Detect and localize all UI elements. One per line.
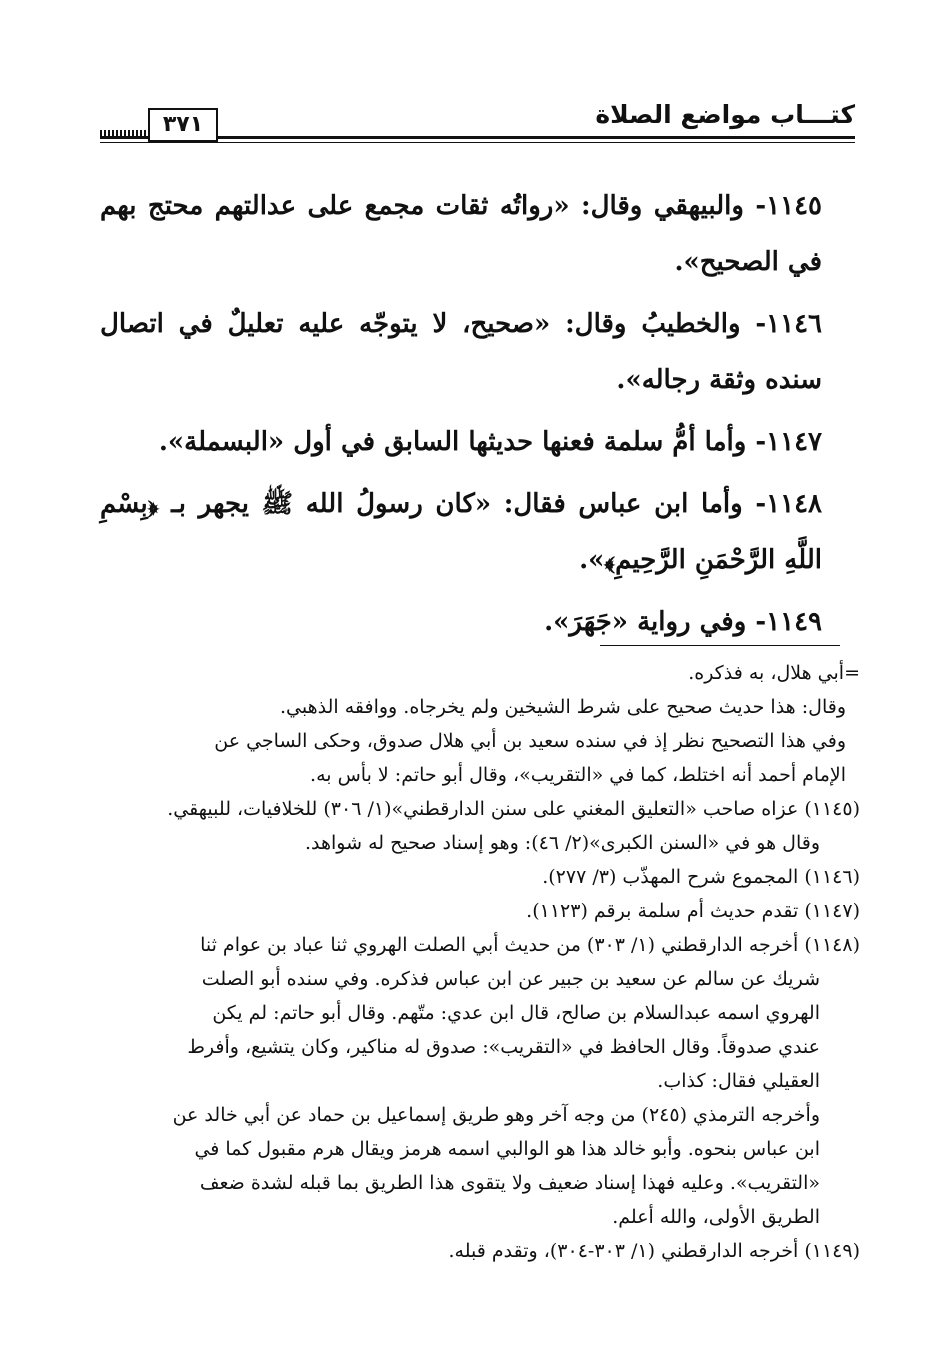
page-number: ٣٧١ bbox=[148, 108, 218, 142]
footnote-line: «التقريب». وعليه فهذا إسناد ضعيف ولا يتقوى هذا الطريق بما قبله لشدة ضعف bbox=[199, 1172, 820, 1194]
entry-1148: ١١٤٨- وأما ابن عباس فقال: «كان رسولُ الله ﷺ يجهر بـ ﴿بِسْمِ اللَّهِ الرَّحْمَنِ الرَّحِيمِ﴾». bbox=[100, 489, 822, 575]
footnote-line: (١١٤٦) المجموع شرح المهذّب (٣/ ٢٧٧). bbox=[542, 866, 860, 888]
footnote-line: الإمام أحمد أنه اختلط، كما في «التقريب»، وقال أبو حاتم: لا بأس به. bbox=[310, 764, 846, 786]
footnote-line: العقيلي فقال: كذاب. bbox=[657, 1070, 820, 1092]
footnote-line: شريك عن سالم عن سعيد بن جبير عن ابن عباس فذكره. وفي سنده أبو الصلت bbox=[201, 968, 820, 990]
entry-1145: ١١٤٥- والبيهقي وقال: «رواتُه ثقات مجمع على عدالتهم محتج بهم في الصحيح». bbox=[100, 191, 822, 277]
footnote-line: وقال هو في «السنن الكبرى»(٢/ ٤٦): وهو إسناد صحيح له شواهد. bbox=[304, 832, 820, 854]
page-header bbox=[100, 96, 855, 146]
footnote-line: =أبي هلال، به فذكره. bbox=[688, 662, 860, 684]
main-text bbox=[100, 178, 822, 656]
footnote-line: (١١٤٧) تقدم حديث أم سلمة برقم (١١٢٣). bbox=[526, 900, 860, 922]
footnote-line: ابن عباس بنحوه. وأبو خالد هذا هو الوالبي اسمه هرمز ويقال هرم مقبول كما في bbox=[194, 1138, 820, 1160]
entry-1146: ١١٤٦- والخطيبُ وقال: «صحيح، لا يتوجّه عليه تعليلٌ في اتصال سنده وثقة رجاله». bbox=[100, 309, 822, 395]
entry-1147: ١١٤٧- وأما أمُّ سلمة فعنها حديثها السابق في أول «البسملة». bbox=[158, 427, 822, 457]
footnote-line: وأخرجه الترمذي (٢٤٥) من وجه آخر وهو طريق إسماعيل بن حماد عن أبي خالد عن bbox=[172, 1104, 820, 1126]
footnote-line: (١١٤٥) عزاه صاحب «التعليق المغني على سنن الدارقطني»(١/ ٣٠٦) للخلافيات، للبيهقي. bbox=[167, 798, 860, 820]
footnote-line: وقال: هذا حديث صحيح على شرط الشيخين ولم يخرجاه. ووافقه الذهبي. bbox=[280, 696, 846, 718]
footnote-line: عندي صدوقاً. وقال الحافظ في «التقريب»: صدوق له مناكير، وكان يتشيع، وأفرط bbox=[187, 1036, 820, 1058]
footnote-line: الهروي اسمه عبدالسلام بن صالح، قال ابن عدي: متّهم. وقال أبو حاتم: لم يكن bbox=[212, 1002, 820, 1024]
footnote-line: وفي هذا التصحيح نظر إذ في سنده سعيد بن أبي هلال صدوق، وحكى الساجي عن bbox=[214, 730, 846, 752]
footnotes bbox=[100, 656, 860, 1268]
footnote-line: (١١٤٩) أخرجه الدارقطني (١/ ٣٠٣-٣٠٤)، وتقدم قبله. bbox=[448, 1240, 860, 1262]
header-thin-rule bbox=[100, 142, 855, 143]
footnote-separator bbox=[600, 645, 840, 646]
running-title: كتـــاب مواضع الصلاة bbox=[595, 100, 855, 129]
footnote-line: الطريق الأولى، والله أعلم. bbox=[612, 1206, 820, 1228]
entry-1149: ١١٤٩- وفي رواية «جَهَرَ». bbox=[544, 607, 822, 637]
footnote-line: (١١٤٨) أخرجه الدارقطني (١/ ٣٠٣) من حديث أبي الصلت الهروي ثنا عباد بن عوام ثنا bbox=[200, 934, 860, 956]
